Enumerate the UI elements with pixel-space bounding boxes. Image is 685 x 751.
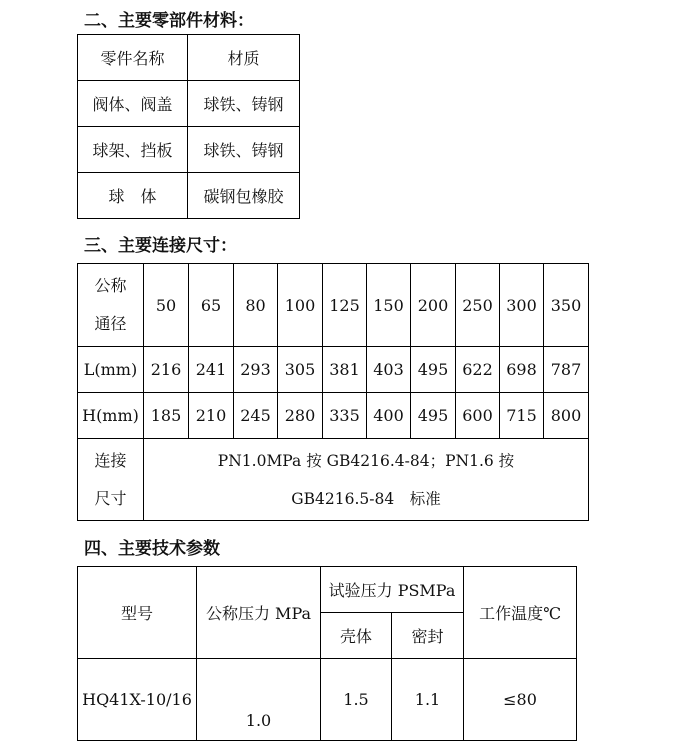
dn-cell: 150 [367,264,411,347]
l-cell: 698 [500,347,544,393]
table-row [78,567,577,613]
shell-cell: 1.5 [321,659,392,741]
h-cell: 400 [367,393,411,439]
connection-standard [144,439,589,521]
header-test-pressure: 试验压力 PSMPa [321,567,464,613]
section3-title: 三、主要连接尺寸： [84,236,237,256]
h-cell: 280 [278,393,323,439]
dn-cell: 80 [234,264,278,347]
table-row [78,35,300,81]
l-cell: 495 [411,347,456,393]
dn-cell: 250 [456,264,500,347]
l-cell: 403 [367,347,411,393]
header-material: 材质 [188,35,300,81]
part-name: 阀体、阀盖 [78,81,188,127]
part-name: 球架、挡板 [78,127,188,173]
table-row [78,347,589,393]
table-row [78,439,589,521]
header-working-temp: 工作温度℃ [464,567,577,659]
header-model: 型号 [78,567,197,659]
nominal-label-line1: 公称 [94,276,127,295]
nominal-size-label [78,264,144,347]
l-cell: 241 [189,347,234,393]
material: 碳钢包橡胶 [188,173,300,219]
header-nominal-pressure: 公称压力 MPa [197,567,321,659]
l-cell: 305 [278,347,323,393]
h-cell: 800 [544,393,589,439]
connection-text-line1: PN1.0MPa 按 GB4216.4-84；PN1.6 按 [217,451,515,470]
materials-table [77,34,300,219]
table-row [78,81,300,127]
material: 球铁、铸钢 [188,127,300,173]
section2-title: 二、主要零部件材料： [84,11,254,31]
section4-title: 四、主要技术参数 [84,539,220,559]
dn-cell: 100 [278,264,323,347]
tech-params-table [77,566,577,741]
header-part-name: 零件名称 [78,35,188,81]
dn-cell: 300 [500,264,544,347]
h-cell: 335 [323,393,367,439]
header-seal: 密封 [392,613,464,659]
h-cell: 210 [189,393,234,439]
h-cell: 715 [500,393,544,439]
pressure-cell [197,659,321,741]
pressure-value: 1.0 [245,711,272,730]
connection-label [78,439,144,521]
h-label: H(mm) [78,393,144,439]
part-name: 球 体 [78,173,188,219]
nominal-label-line2: 通径 [94,314,127,333]
l-cell: 787 [544,347,589,393]
dn-cell: 350 [544,264,589,347]
l-cell: 622 [456,347,500,393]
seal-cell: 1.1 [392,659,464,741]
table-row [78,264,589,347]
h-cell: 185 [144,393,189,439]
connection-text-line2: GB4216.5-84 标准 [291,489,441,508]
l-cell: 293 [234,347,278,393]
h-cell: 245 [234,393,278,439]
l-cell: 381 [323,347,367,393]
table-row [78,173,300,219]
h-cell: 600 [456,393,500,439]
model-cell: HQ41X-10/16 [78,659,197,741]
header-shell: 壳体 [321,613,392,659]
l-label: L(mm) [78,347,144,393]
h-cell: 495 [411,393,456,439]
table-row [78,659,577,741]
dn-cell: 125 [323,264,367,347]
dn-cell: 65 [189,264,234,347]
dn-cell: 50 [144,264,189,347]
dimensions-table [77,263,589,521]
l-cell: 216 [144,347,189,393]
temp-cell: ≤80 [464,659,577,741]
connection-label-line1: 连接 [94,450,127,470]
material: 球铁、铸钢 [188,81,300,127]
table-row [78,127,300,173]
connection-label-line2: 尺寸 [94,488,127,508]
dn-cell: 200 [411,264,456,347]
table-row [78,393,589,439]
